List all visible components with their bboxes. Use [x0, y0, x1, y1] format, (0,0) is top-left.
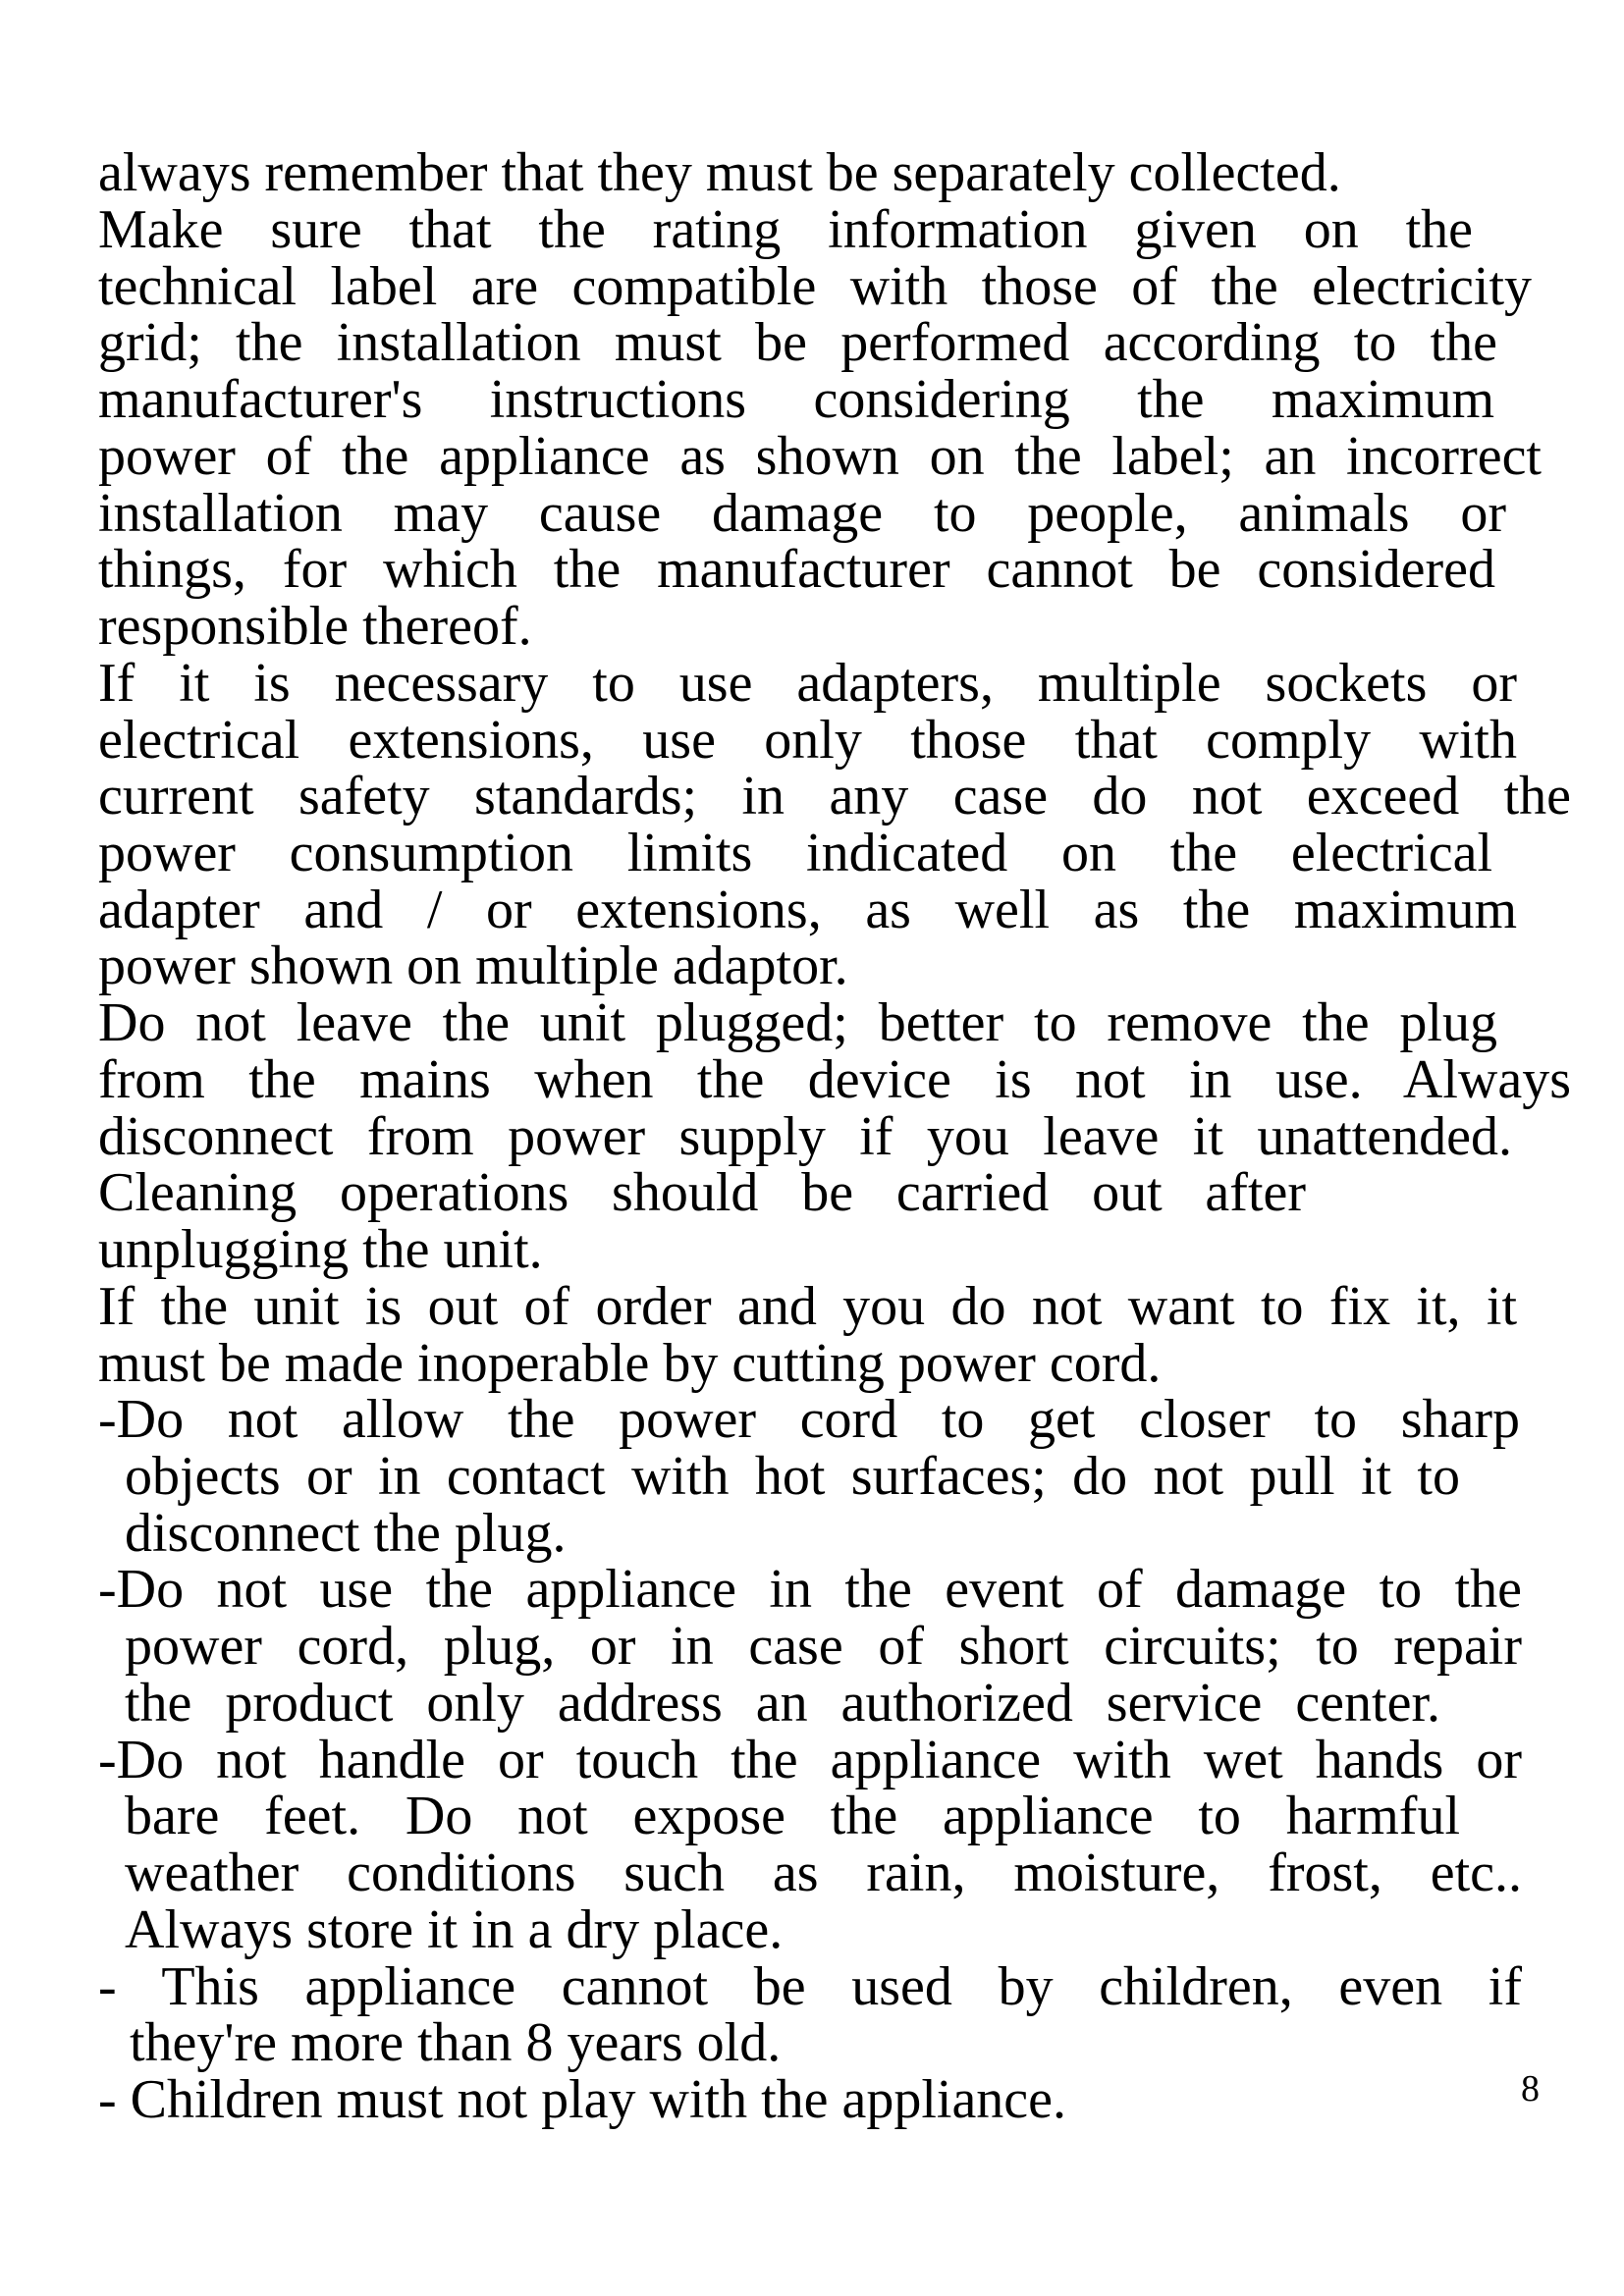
text-line: - Children must not play with the appliance. — [98, 2069, 1067, 2130]
text-line: bare feet. Do not expose the appliance to harmful — [125, 1786, 1460, 1846]
text-line: always remember that they must be separately collected. — [98, 142, 1341, 203]
text-line: disconnect from power supply if you leave it unattended. — [98, 1106, 1512, 1167]
text-line: Do not leave the unit plugged; better to remove the plug — [98, 992, 1497, 1053]
text-line: current safety standards; in any case do not exceed the — [98, 766, 1571, 827]
text-line: technical label are compatible with those of the electricity — [98, 256, 1532, 317]
text-line: Always store it in a dry place. — [125, 1899, 784, 1960]
text-line: power cord, plug, or in case of short circuits; to repair — [125, 1616, 1522, 1677]
text-line: -Do not use the appliance in the event of damage to the — [98, 1559, 1522, 1620]
text-line: responsible thereof. — [98, 596, 532, 657]
text-line: objects or in contact with hot surfaces; do not pull it to — [125, 1446, 1460, 1507]
text-line: unplugging the unit. — [98, 1219, 543, 1280]
text-line: - This appliance cannot be used by children, even if — [98, 1956, 1522, 2017]
text-line: from the mains when the device is not in use. Always — [98, 1049, 1571, 1110]
text-line: things, for which the manufacturer cannot be considered — [98, 539, 1495, 600]
text-line: installation may cause damage to people, animals or — [98, 483, 1506, 544]
text-line: -Do not allow the power cord to get closer to sharp — [98, 1389, 1520, 1450]
text-line: weather conditions such as rain, moisture, frost, etc.. — [125, 1842, 1522, 1903]
text-line: Make sure that the rating information given on the — [98, 199, 1473, 260]
text-line: If the unit is out of order and you do not want to fix it, it — [98, 1276, 1517, 1337]
text-line: must be made inoperable by cutting power cord. — [98, 1333, 1162, 1394]
text-line: power shown on multiple adaptor. — [98, 935, 848, 996]
text-line: the product only address an authorized service center. — [125, 1673, 1440, 1734]
text-line: electrical extensions, use only those that comply with — [98, 710, 1517, 771]
text-line: adapter and / or extensions, as well as the maximum — [98, 880, 1517, 940]
text-line: If it is necessary to use adapters, multiple sockets or — [98, 653, 1517, 714]
text-line: they're more than 8 years old. — [130, 2012, 782, 2073]
text-line: grid; the installation must be performed according to the — [98, 312, 1497, 373]
text-line: manufacturer's instructions considering the maximum — [98, 369, 1494, 430]
text-line: power of the appliance as shown on the label; an incorrect — [98, 426, 1542, 487]
text-line: -Do not handle or touch the appliance with wet hands or — [98, 1730, 1522, 1790]
text-line: disconnect the plug. — [125, 1503, 567, 1564]
page-number: 8 — [1521, 2068, 1540, 2109]
text-line: power consumption limits indicated on the electrical — [98, 823, 1492, 883]
text-line: Cleaning operations should be carried out after — [98, 1162, 1306, 1223]
